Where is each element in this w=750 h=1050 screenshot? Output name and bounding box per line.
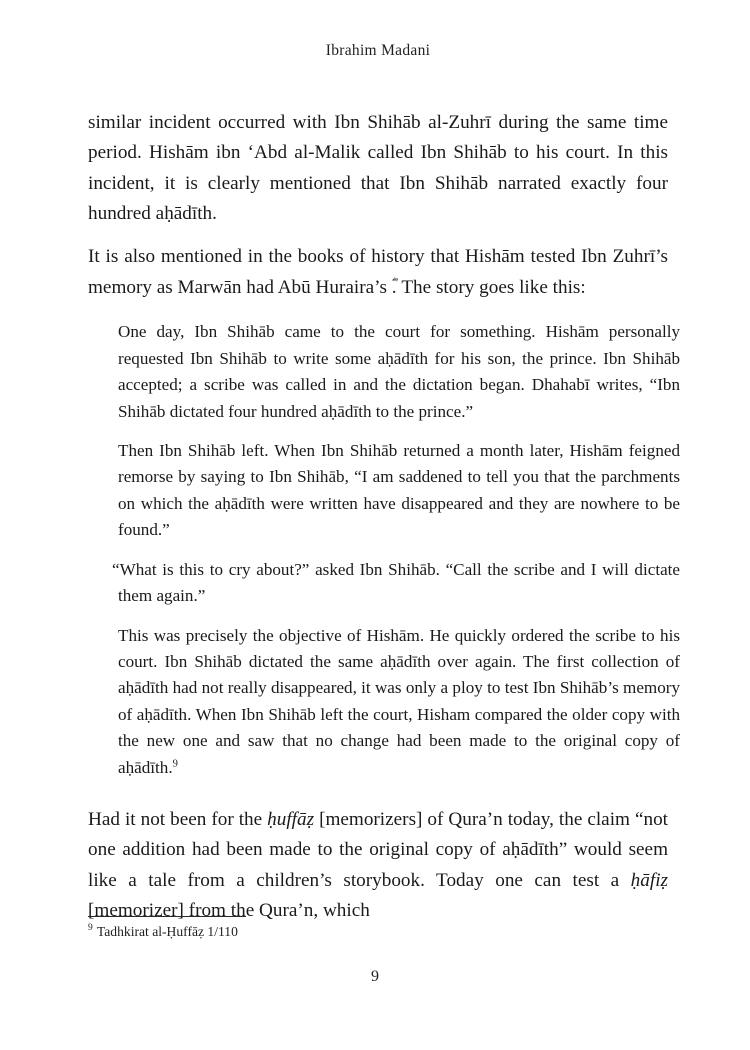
paragraph-2-text-before-honorific: It is also mentioned in the books of history that Hishām tested Ibn Zuhrī’s memory as Marwān had Abū Huraira’s [88, 245, 668, 299]
footnote-number: 9 [88, 923, 93, 934]
final-paragraph-part-2: [memorizers] of Qura’n today, the claim “not one addition had been made to the original copy of aḥādīth” would seem like a tale from a children’s storybook. Today one can test a [88, 808, 668, 891]
blockquote-paragraph-4 [118, 623, 680, 781]
footnote-reference-marker[interactable]: 9 [172, 757, 178, 769]
blockquote-paragraph-2: Then Ibn Shihāb left. When Ibn Shihāb returned a month later, Hishām feigned remorse by saying to Ibn Shihāb, “I am saddened to tell you that the parchments on which the aḥādīth were written have disappeared and they are nowhere to be found.” [118, 441, 680, 540]
blockquote-paragraph-3: “What is this to cry about?” asked Ibn Shihāb. “Call the scribe and I will dictate them again.” [112, 559, 680, 606]
body-paragraph-1: similar incident occurred with Ibn Shihāb al-Zuhrī during the same time period. Hishām ibn ‘Abd al-Malik called Ibn Shihāb to his court. In this incident, it is clearly mentioned that Ibn Shihāb narrated exactly four hundred aḥādīth. [88, 112, 668, 225]
footnote-entry [88, 923, 668, 941]
spacer [88, 795, 668, 805]
narration-blockquote [112, 319, 680, 781]
transliterated-term-hafiz: ḥāfiẓ [630, 869, 668, 891]
final-paragraph-part-1: Had it not been for the [88, 808, 268, 830]
paragraph-2-text-after-honorific: . The story goes like this: [391, 277, 586, 299]
body-paragraph-2 [88, 242, 668, 304]
blockquote-paragraph-1: One day, Ibn Shihāb came to the court for something. Hishām personally requested Ibn Shihāb to write some aḥādīth for his son, the prince. Ibn Shihāb accepted; a scribe was called in and the dictation began. Dhahabī writes, “Ibn Shihāb dictated four hundred aḥādīth to the prince.” [118, 322, 680, 421]
footnote-area [88, 916, 668, 941]
main-text-column [88, 108, 680, 939]
footnote-separator-rule [88, 916, 246, 917]
transliterated-term-huffaz: ḥuffāẓ [267, 808, 315, 830]
final-paragraph-part-3: [memorizer] from the Qura’n, which [88, 900, 370, 922]
footnote-citation-text: Tadhkirat al-Ḥuffāẓ 1/110 [93, 924, 238, 939]
running-head: Ibrahim Madani [325, 42, 431, 59]
body-paragraph-3 [88, 805, 668, 927]
blockquote-paragraph-4-text: This was precisely the objective of Hishām. He quickly ordered the scribe to his court. Ibn Shihāb dictated the same aḥādīth over again. The first collection of aḥādīth had not really disappeared, it was only a ploy to test Ibn Shihāb’s memory of aḥādīth. When Ibn Shihāb left the court, Hisham compared the older copy with the new one and saw that no change had been made to the original copy of aḥādīth. [118, 625, 680, 777]
page-number: 9 [371, 968, 379, 985]
